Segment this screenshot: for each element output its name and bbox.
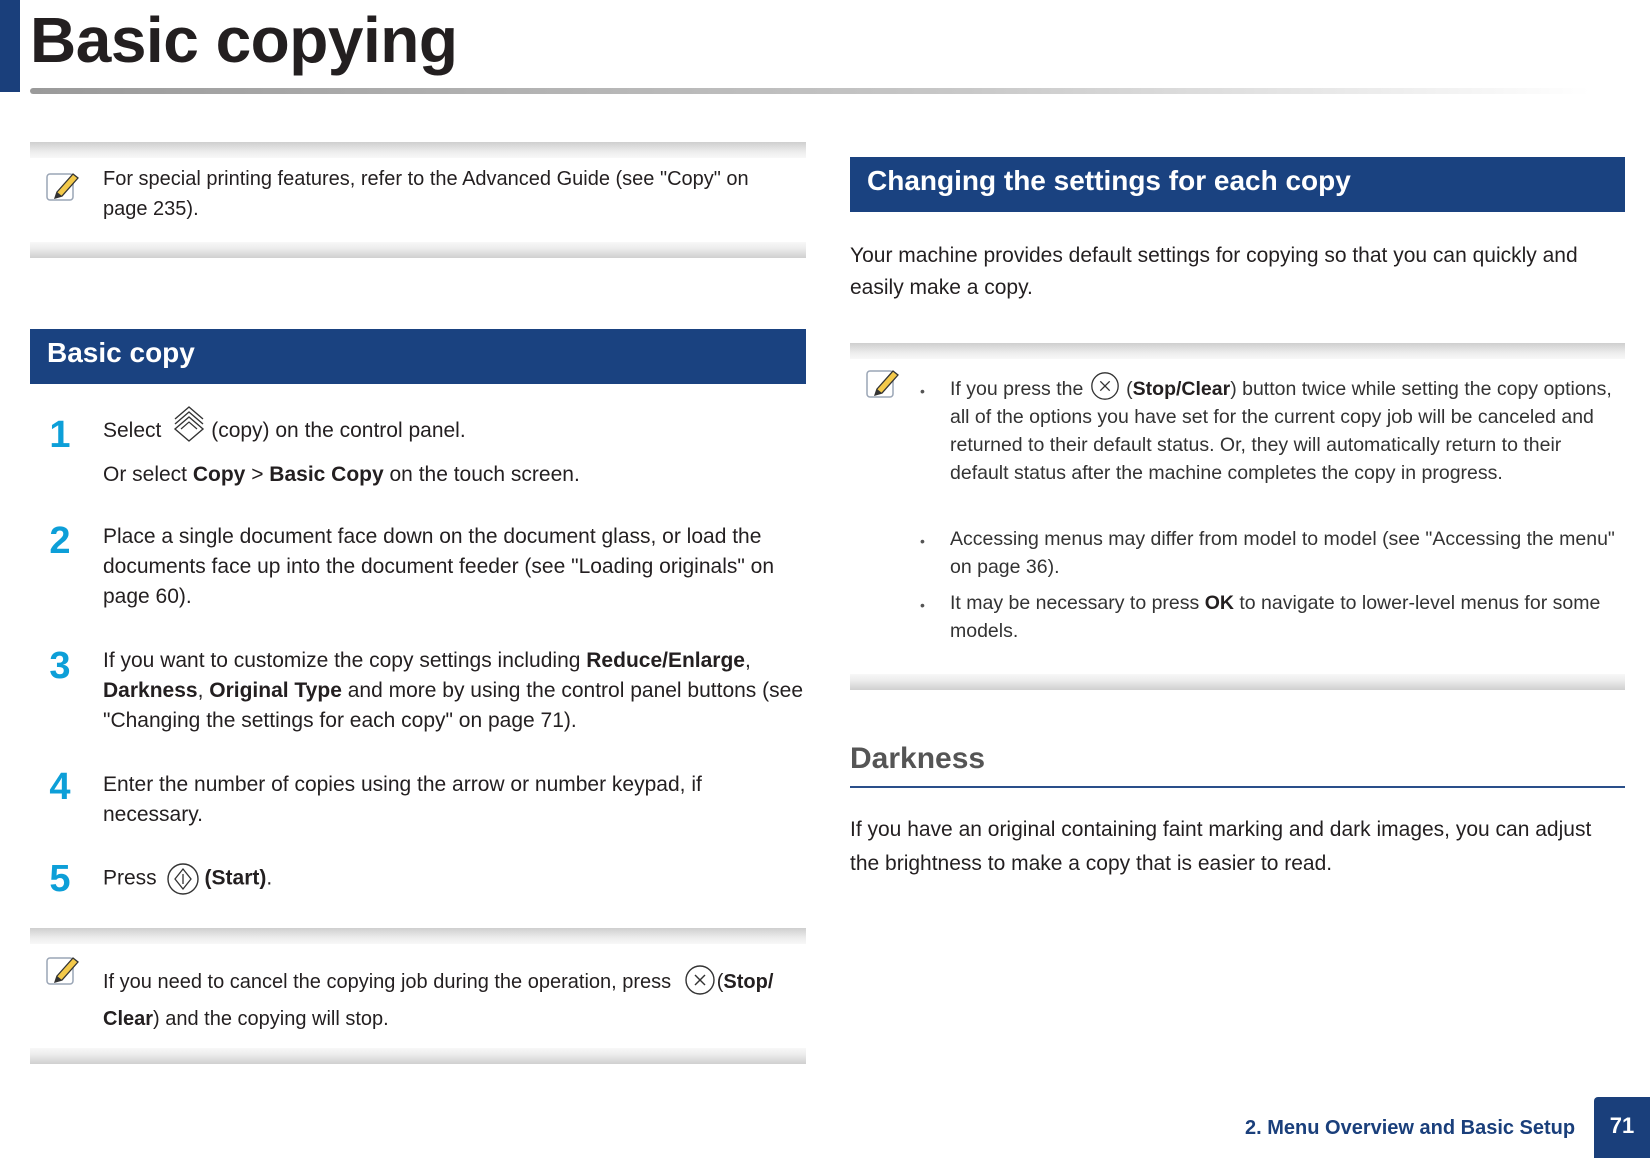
note-bottom-bar xyxy=(850,674,1625,690)
darkness-paragraph: If you have an original containing faint marking and dark images, you can adjust the brightness to make a copy that is easier to read. xyxy=(850,818,1592,875)
step-number: 5 xyxy=(49,858,71,900)
stop-clear-icon xyxy=(683,963,717,997)
page-number: 71 xyxy=(1594,1097,1650,1158)
title-rule xyxy=(30,88,1590,94)
note-bottom-bar xyxy=(30,242,806,258)
step-number: 1 xyxy=(49,414,71,456)
bullet-dot: • xyxy=(920,533,925,549)
step-text: Place a single document face down on the document glass, or load the documents face up into the document feeder (see "Loading originals" on page 60). xyxy=(103,525,775,608)
page-title: Basic copying xyxy=(30,4,458,76)
step-text: Select (copy) on the control panel. xyxy=(103,416,803,446)
note-top-bar xyxy=(30,142,806,158)
step-text: Enter the number of copies using the arrow or number keypad, if necessary. xyxy=(103,773,702,826)
bullet-dot: • xyxy=(920,597,925,613)
step-number: 3 xyxy=(49,645,71,687)
bullet-text-menus: Accessing menus may differ from model to model (see "Accessing the menu" on page 36). xyxy=(950,528,1615,578)
note-text: For special printing features, refer to the Advanced Guide (see "Copy" on page 235). xyxy=(103,168,749,220)
subsection-rule xyxy=(850,786,1625,788)
note-top-bar xyxy=(30,928,806,944)
note-pencil-icon xyxy=(45,952,81,988)
section-title: Basic copy xyxy=(47,337,195,368)
bullet-text-stop-clear: If you press the (Stop/Clear) button twice while setting the copy options, all of the options you have set for the current copy job will be canceled and returned to their default status. Or, they will automatically return to their default status after the machine completes the copy in progress. xyxy=(950,375,1620,487)
note-top-bar xyxy=(850,343,1625,359)
stop-clear-icon xyxy=(1089,370,1121,402)
note-pencil-icon xyxy=(865,365,901,401)
section-header-basic-copy xyxy=(30,329,806,384)
subsection-heading-darkness: Darkness xyxy=(850,742,986,775)
start-icon xyxy=(165,861,201,897)
bullet-dot: • xyxy=(920,383,925,399)
note-bottom-bar xyxy=(30,1048,806,1064)
section-header-changing-settings xyxy=(850,157,1625,212)
note-box-settings xyxy=(850,343,1625,690)
bullet-text-ok: It may be necessary to press OK to navigate to lower-level menus for some models. xyxy=(950,592,1601,642)
note-box-cancel xyxy=(30,928,806,1064)
step-number: 2 xyxy=(49,520,71,562)
step-text: If you want to customize the copy settings including Reduce/Enlarge, Darkness, Original Type and more by using the control panel buttons (see "Changing the settings for each copy" on page 71). xyxy=(103,649,803,732)
note-pencil-icon xyxy=(45,168,81,204)
step-number: 4 xyxy=(49,766,71,808)
copy-icon xyxy=(167,405,211,443)
step-text-alt: Or select Copy > Basic Copy on the touch screen. xyxy=(103,463,580,486)
note-text: If you need to cancel the copying job during the operation, press (Stop/ Clear) and the copying will stop. xyxy=(103,964,803,1038)
step-text: Press (Start). xyxy=(103,861,803,897)
footer-chapter-title: 2. Menu Overview and Basic Setup xyxy=(1245,1117,1576,1139)
intro-paragraph: Your machine provides default settings for copying so that you can quickly and easily make a copy. xyxy=(850,244,1578,299)
title-accent-bar xyxy=(0,0,20,92)
section-title: Changing the settings for each copy xyxy=(867,165,1351,196)
note-box-advanced-guide xyxy=(30,142,806,258)
